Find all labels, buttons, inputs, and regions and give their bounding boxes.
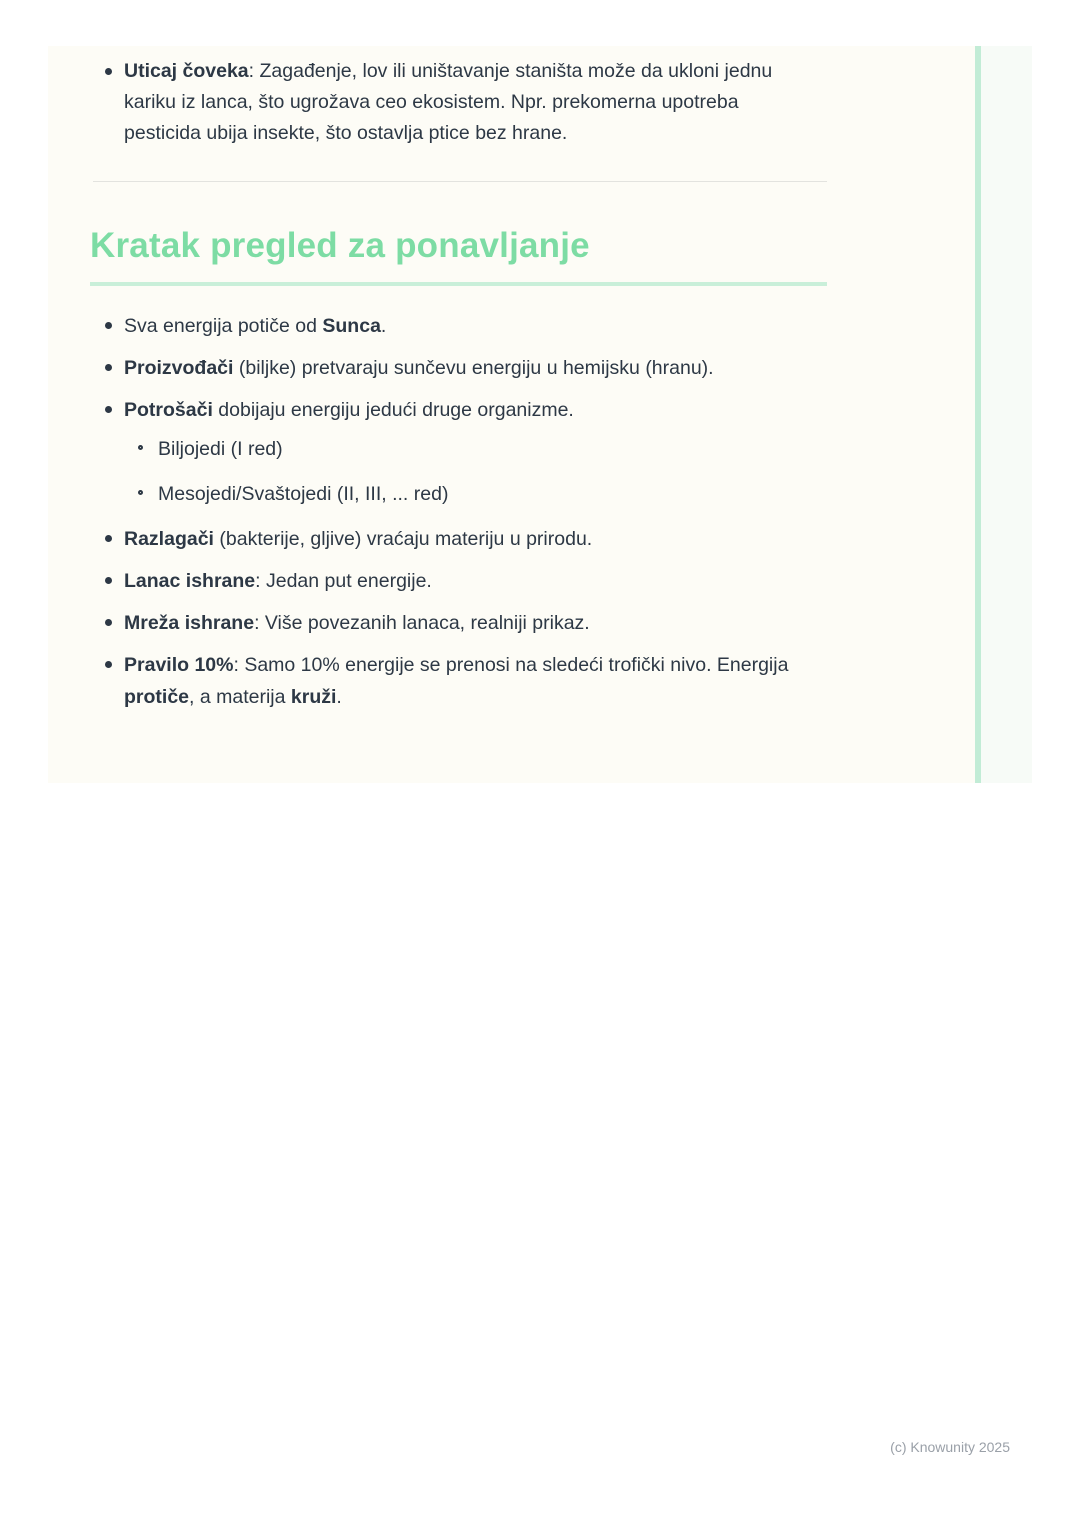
bullet-disc-icon	[105, 661, 112, 668]
bullet-disc-icon	[105, 322, 112, 329]
text-segment: .	[336, 686, 342, 708]
bold-segment: Razlagači	[124, 528, 214, 550]
right-margin-strip	[981, 46, 1032, 783]
list-item-text	[124, 310, 816, 342]
bullet-disc-icon	[105, 577, 112, 584]
list-item	[93, 565, 827, 597]
bullet-disc-icon	[105, 68, 112, 75]
sub-list-item-text: Biljojedi (I red)	[158, 438, 283, 460]
list-item	[93, 352, 827, 384]
list-item-text	[124, 394, 816, 426]
sub-list-item	[128, 478, 827, 510]
bold-segment: protiče	[124, 686, 190, 708]
list-item-text	[124, 523, 816, 555]
sub-list	[128, 433, 827, 510]
bold-segment: Mreža ishrane	[124, 612, 255, 634]
bullet-disc-icon	[105, 535, 112, 542]
bullet-circle-icon	[138, 445, 143, 450]
bold-segment: Potrošači	[124, 399, 213, 421]
text-segment: dobijaju energiju jedući druge organizme.	[212, 399, 574, 421]
copyright-footer: (c) Knowunity 2025	[890, 1439, 1010, 1455]
sub-list-item-text: Mesojedi/Svaštojedi (II, III, ... red)	[158, 483, 449, 505]
bold-segment: Uticaj čoveka	[124, 60, 249, 82]
text-segment: : Zagađenje, lov ili uništavanje staništa može da ukloni jednu kariku iz lanca, što ugrožava ceo ekosistem. Npr. prekomerna upotreba pesticida ubija insekte, što ostavlja ptice bez hrane.	[124, 60, 773, 144]
text-segment: : Više povezanih lanaca, realniji prikaz.	[254, 612, 590, 634]
bullet-disc-icon	[105, 364, 112, 371]
text-segment: .	[380, 315, 387, 337]
sub-list-item	[128, 433, 827, 465]
list-item	[93, 394, 827, 510]
section-title: Kratak pregled za ponavljanje	[90, 226, 590, 265]
bold-segment: Pravilo 10%	[124, 654, 234, 676]
text-segment: : Jedan put energije.	[255, 570, 432, 592]
section-divider	[93, 181, 827, 182]
text-segment: (bakterije, gljive) vraćaju materiju u prirodu.	[213, 528, 593, 550]
list-item	[93, 310, 827, 342]
note-paper	[48, 46, 1032, 783]
bullet-disc-icon	[105, 406, 112, 413]
bold-segment: Lanac ishrane	[124, 570, 256, 592]
list-item-text	[124, 352, 816, 384]
list-item-text	[124, 565, 816, 597]
list-item-text	[124, 56, 816, 149]
list-item	[93, 607, 827, 639]
list-item-text	[124, 649, 816, 713]
list-item	[93, 649, 827, 713]
text-segment: : Samo 10% energije se prenosi na sledeći trofički nivo. Energija	[233, 654, 789, 676]
list-item	[93, 523, 827, 555]
text-segment: Sva energija potiče od	[124, 315, 323, 337]
list-item	[93, 56, 827, 149]
text-segment: (biljke) pretvaraju sunčevu energiju u hemijsku (hranu).	[233, 357, 714, 379]
bold-segment: kruži	[290, 686, 337, 708]
text-segment: , a materija	[189, 686, 291, 708]
bold-segment: Sunca	[322, 315, 381, 337]
bullet-circle-icon	[138, 490, 143, 495]
review-list	[93, 286, 827, 713]
intro-list	[93, 46, 827, 149]
list-item-text	[124, 607, 816, 639]
note-content	[90, 46, 827, 723]
bullet-disc-icon	[105, 619, 112, 626]
bold-segment: Proizvođači	[124, 357, 234, 379]
